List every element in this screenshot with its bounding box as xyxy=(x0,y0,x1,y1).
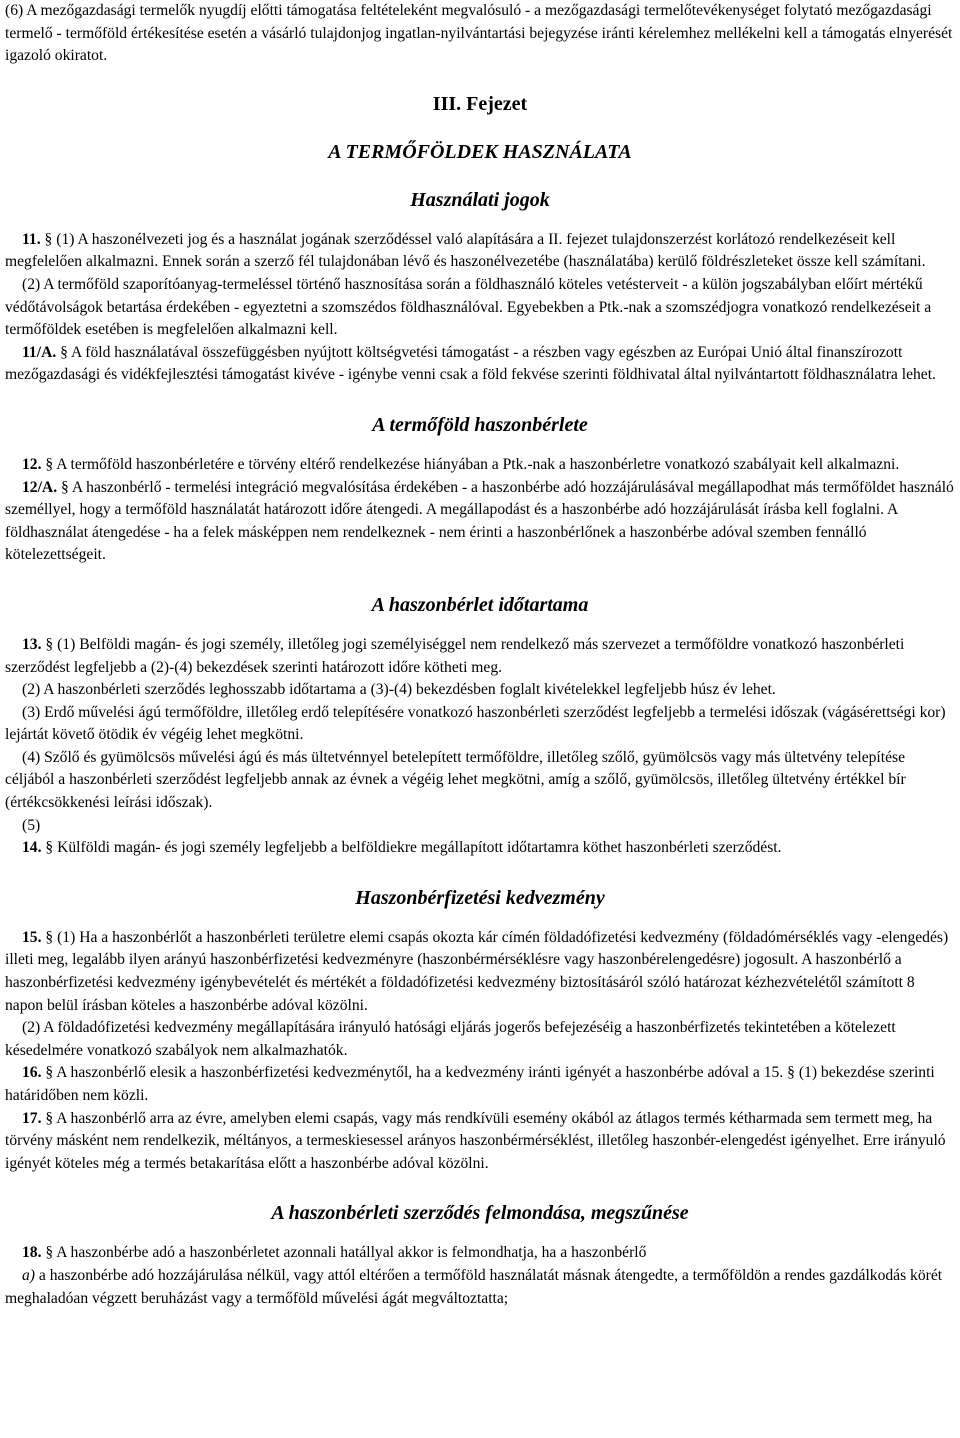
section-text: A haszonbérlő elesik a haszonbérfizetési kedvezménytől, ha a kedvezmény iránti igényét a haszonbérbe adóval a 15. § (1) bekezdése szerinti határidőben nem közli. xyxy=(5,1064,935,1104)
section-18-point-a xyxy=(5,1265,955,1310)
section-text: Külföldi magán- és jogi személy legfeljebb a belföldiekre megállapított időtartamra köthet haszonbérleti szerződést. xyxy=(57,839,782,857)
section-text: (1) A haszonélvezeti jog és a használat jogának szerződéssel való alapítására a II. fejezet tulajdonszerzést korlátozó rendelkezéseit kell megfelelően alkalmazni. Ennek során a szerző fél tulajdonában lévő és haszonélvezetébe (használatába) kerülő földrészleteket össze kell számítani. xyxy=(5,230,926,271)
chapter-title: A TERMŐFÖLDEK HASZNÁLATA xyxy=(328,140,632,163)
section-heading-lease: A termőföld haszonbérlete xyxy=(372,413,588,436)
section-symbol: § xyxy=(45,839,54,857)
section-13-paragraph-3: (3) Erdő művelési ágú termőföldre, illetőleg erdő telepítésére vonatkozó haszonbérleti szerződést legfeljebb a termelési időszak (vágásérettségi kor) lejártát követő ötödik év végéig lehet megkötni. xyxy=(5,703,946,744)
section-symbol: § xyxy=(45,1109,54,1127)
section-number: 11/A. xyxy=(22,343,57,361)
section-symbol: § xyxy=(44,230,53,248)
section-text: (1) Belföldi magán- és jogi személy, illetőleg jogi személyiséggel nem rendelkező más szervezet a termőföldre vonatkozó haszonbérleti szerződést legfeljebb a (2)-(4) bekezdések szerinti határozott időre kötheti meg. xyxy=(5,635,905,676)
section-text: A haszonbérbe adó a haszonbérletet azonnali hatállyal akkor is felmondhatja, ha a haszonbérlő xyxy=(56,1244,647,1262)
section-17-paragraph xyxy=(5,1108,955,1176)
section-11-paragraph-2: (2) A termőföld szaporítóanyag-termeléssel történő hasznosítása során a földhasználó köteles vetésterveit - a külön jogszabályban előírt mértékű védőtávolságok betartása érdekében - egyeztetni a szomszédos földhasználóval. Egyebekben a Ptk.-nak a szomszédjogra vonatkozó rendelkezéseit a termőföldek esetében is megfelelően alkalmazni kell. xyxy=(5,275,932,339)
section-heading-duration: A haszonbérlet időtartama xyxy=(371,593,589,616)
point-label: a) xyxy=(22,1266,35,1284)
section-15-paragraph-1 xyxy=(5,927,955,1017)
section-number: 12/A. xyxy=(22,478,58,496)
section-symbol: § xyxy=(60,343,68,361)
section-text: A haszonbérlő - termelési integráció megvalósítása érdekében - a haszonbérbe adó hozzájárulásával megállapodhat más termőföldet használó személlyel, hogy a termőföld használatát határozott időre átengedi. A megállapodást és a haszonbérbe adó hozzájárulását írásba kell foglalni. A földhasználat átengedése - ha a felek másképpen nem rendelkeznek - nem érinti a haszonbérlőnek a haszonbérbe adóval szemben fennálló kötelezettségeit. xyxy=(5,478,954,564)
paragraph-intro-6: (6) A mezőgazdasági termelők nyugdíj előtti támogatása feltételeként megvalósuló - a mezőgazdasági termelőtevékenységet folytató mezőgazdasági termelő - termőföld értékesítése esetén a vásárló tulajdonjog ingatlan-nyilvántartási bejegyzése iránti kérelemhez mellékelni kell a támogatás elnyerését igazoló okiratot. xyxy=(5,2,953,65)
point-text: a haszonbérbe adó hozzájárulása nélkül, vagy attól eltérően a termőföld használatát másnak átengedte, a termőföldön a rendes gazdálkodás körét meghaladóan végzett beruházást vagy a termőföld művelési ágát megváltoztatta; xyxy=(5,1266,943,1307)
section-13-paragraph-4: (4) Szőlő és gyümölcsös művelési ágú és más ültetvénnyel betelepített termőföldre, illetőleg szőlő, gyümölcsös vagy más ültetvény telepítése céljából a haszonbérleti szerződést legfeljebb annak az évnek a végéig lehet megkötni, amíg a szőlő, gyümölcsös, illetőleg ültetvény értékkel bír (értékcsökkenési leírási időszak). xyxy=(5,748,906,812)
section-symbol: § xyxy=(61,478,69,496)
section-text: A termőföld haszonbérletére e törvény eltérő rendelkezése hiányában a Ptk.-nak a haszonbérletre vonatkozó szabályait kell alkalmazni. xyxy=(56,455,900,473)
section-number: 16. xyxy=(22,1064,42,1082)
section-heading-payment: Haszonbérfizetési kedvezmény xyxy=(355,886,605,909)
section-number: 18. xyxy=(22,1244,42,1262)
section-number: 15. xyxy=(22,928,42,946)
section-symbol: § xyxy=(45,635,54,653)
section-11a-paragraph xyxy=(5,342,955,387)
chapter-number: III. Fejezet xyxy=(432,92,528,115)
section-symbol: § xyxy=(45,1064,54,1082)
section-13-paragraph-1 xyxy=(5,634,955,679)
section-number: 11. xyxy=(22,230,41,248)
section-number: 12. xyxy=(22,455,42,473)
section-18-paragraph xyxy=(5,1242,955,1265)
section-symbol: § xyxy=(45,1244,54,1262)
section-12a-paragraph xyxy=(5,477,955,567)
section-16-paragraph xyxy=(5,1062,955,1107)
section-heading-termination: A haszonbérleti szerződés felmondása, megszűnése xyxy=(271,1202,689,1225)
section-12-paragraph xyxy=(5,454,955,477)
section-heading-rights: Használati jogok xyxy=(410,188,550,211)
section-number: 17. xyxy=(22,1109,42,1127)
section-text: A föld használatával összefüggésben nyújtott költségvetési támogatást - a részben vagy egészben az Európai Unió által finanszírozott mezőgazdasági és vidékfejlesztési támogatást kivéve - igénybe venni csak a föld fekvése szerinti földhivatal által nyilvántartott földhasználatra lehet. xyxy=(5,343,936,384)
section-13-paragraph-5: (5) xyxy=(22,816,41,834)
section-symbol: § xyxy=(45,455,54,473)
section-text: A haszonbérlő arra az évre, amelyben elemi csapás, vagy más rendkívüli esemény okából az átlagos termés kétharmada sem termett meg, ha törvény másként nem rendelkezik, méltányos, a termeskiesessel arányos haszonbérmérséklést, illetőleg haszonbér-elengedést igényelhet. Erre irányuló igényét köteles még a termés betakarítása előtt a haszonbérbe adóval közölni. xyxy=(5,1109,946,1172)
section-13-paragraph-2: (2) A haszonbérleti szerződés leghosszabb időtartama a (3)-(4) bekezdésben foglalt kivételekkel legfeljebb húsz év lehet. xyxy=(22,681,776,699)
section-14-paragraph xyxy=(5,837,955,860)
section-text: (1) Ha a haszonbérlőt a haszonbérleti területre elemi csapás okozta kár címén földadófizetési kedvezmény (földadómérséklés vagy -elengedés) illeti meg, legalább ilyen arányú haszonbérfizetési kedvezményre (haszonbérmérséklésre vagy haszonbérelengedésre) jogosult. A haszonbérlő a haszonbérfizetési kedvezmény igénybevételét és mértékét a földadófizetési kedvezmény biztosításáról szóló határozat kézhezvételétől számított 8 napon belül írásban köteles a haszonbérbe adóval közölni. xyxy=(5,928,949,1014)
section-number: 13. xyxy=(22,635,42,653)
section-11-paragraph-1 xyxy=(5,229,955,274)
section-symbol: § xyxy=(45,928,54,946)
section-number: 14. xyxy=(22,839,42,857)
section-15-paragraph-2: (2) A földadófizetési kedvezmény megállapítására irányuló hatósági eljárás jogerős befejezéséig a haszonbérfizetés tekintetében a kötelezett késedelmére vonatkozó szabályok nem alkalmazhatók. xyxy=(5,1019,896,1059)
